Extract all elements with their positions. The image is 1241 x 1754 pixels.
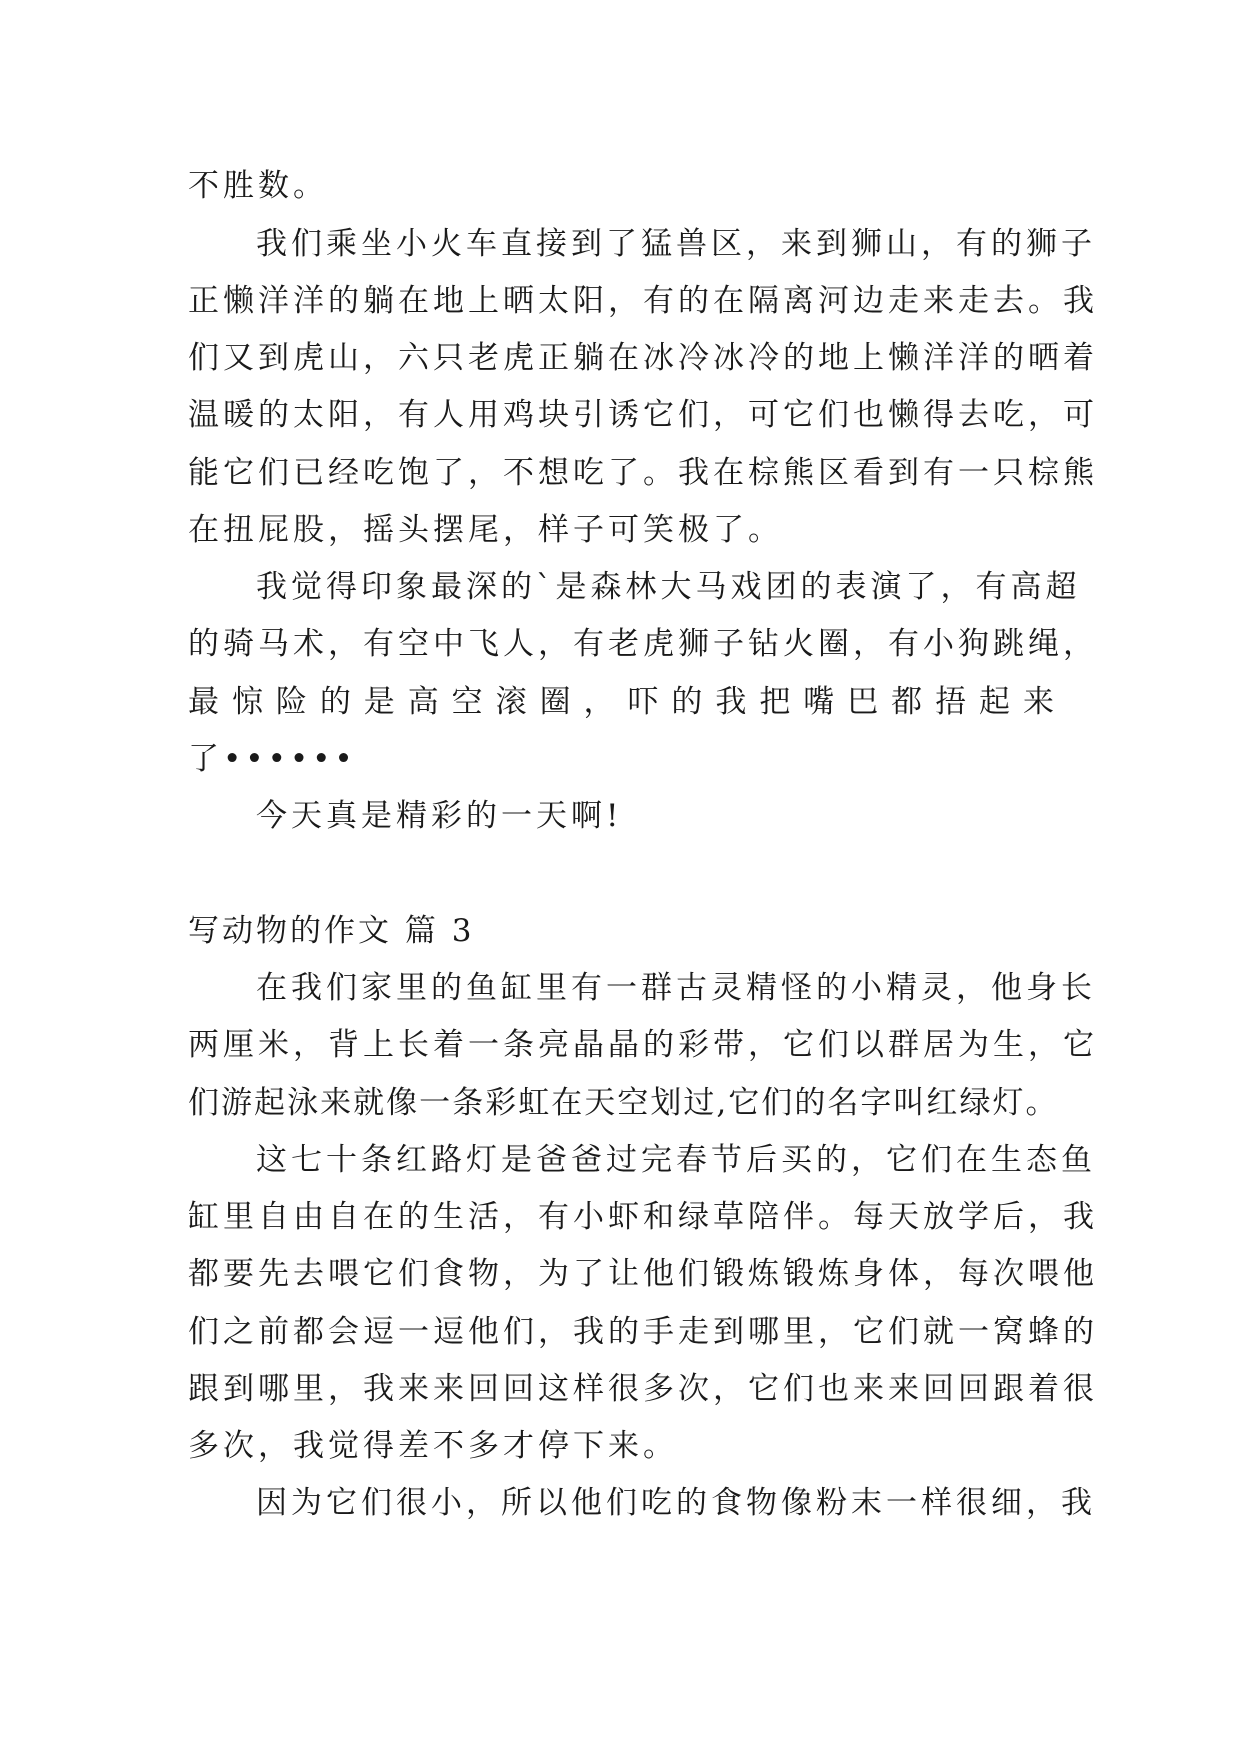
text-line: 缸里自由自在的生活，有小虾和绿草陪伴。每天放学后，我 xyxy=(188,1199,1098,1235)
text-line: 多次，我觉得差不多才停下来。 xyxy=(188,1428,678,1464)
text-line: 跟到哪里，我来来回回这样很多次，它们也来来回回跟着很 xyxy=(188,1371,1098,1407)
text-line: 能它们已经吃饱了，不想吃了。我在棕熊区看到有一只棕熊 xyxy=(188,455,1098,491)
text-line: 正懒洋洋的躺在地上晒太阳，有的在隔离河边走来走去。我 xyxy=(188,283,1098,319)
text-line: 都要先去喂它们食物，为了让他们锻炼锻炼身体，每次喂他 xyxy=(188,1256,1098,1292)
text-line: 们之前都会逗一逗他们，我的手走到哪里，它们就一窝蜂的 xyxy=(188,1314,1098,1350)
paragraph-first-line: 在我们家里的鱼缸里有一群古灵精怪的小精灵，他身长 xyxy=(256,970,1096,1006)
paragraph-first-line: 因为它们很小，所以他们吃的食物像粉末一样很细，我 xyxy=(256,1485,1096,1521)
text-line: 们游起泳来就像一条彩虹在天空划过,它们的名字叫红绿灯。 xyxy=(188,1085,1058,1121)
paragraph-first-line: 我们乘坐小火车直接到了猛兽区，来到狮山，有的狮子 xyxy=(256,226,1096,262)
text-line: 在扭屁股，摇头摆尾，样子可笑极了。 xyxy=(188,512,783,548)
paragraph-first-line: 我觉得印象最深的`是森林大马戏团的表演了，有高超 xyxy=(256,569,1081,605)
text-line: 温暖的太阳，有人用鸡块引诱它们，可它们也懒得去吃，可 xyxy=(188,397,1098,433)
text-line: 了•••••• xyxy=(188,741,357,777)
paragraph-first-line: 这七十条红路灯是爸爸过完春节后买的，它们在生态鱼 xyxy=(256,1142,1096,1178)
text-line: 们又到虎山，六只老虎正躺在冰冷冰冷的地上懒洋洋的晒着 xyxy=(188,340,1098,376)
text-line: 最惊险的是高空滚圈，吓的我把嘴巴都捂起来 xyxy=(188,684,1058,720)
paragraph-first-line: 今天真是精彩的一天啊! xyxy=(256,798,623,834)
section-heading: 写动物的作文 篇 3 xyxy=(188,913,475,949)
text-line: 不胜数。 xyxy=(188,168,328,204)
text-line: 的骑马术，有空中飞人，有老虎狮子钻火圈，有小狗跳绳， xyxy=(188,626,1098,662)
text-line: 两厘米，背上长着一条亮晶晶的彩带，它们以群居为生，它 xyxy=(188,1027,1098,1063)
